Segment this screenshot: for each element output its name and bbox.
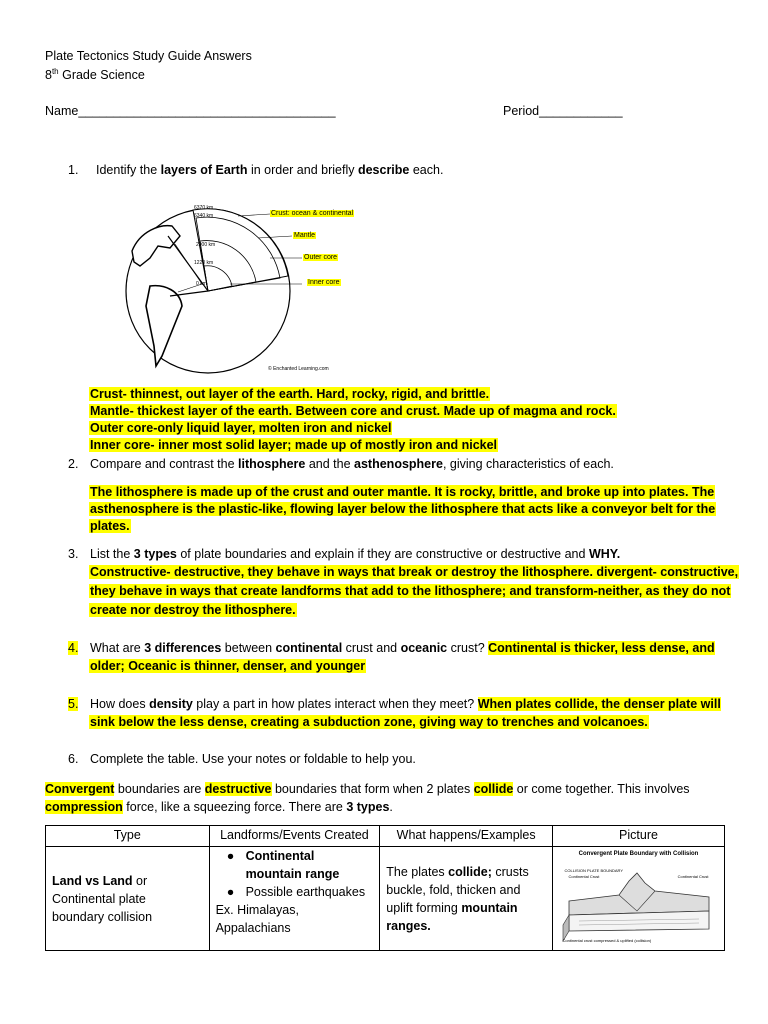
cell-what-happens: The plates collide; crusts buckle, fold, thicken and uplift forming mountain ranges. [380, 847, 553, 951]
q1-text: Identify the layers of Earth in order and briefly describe each. [96, 163, 444, 177]
answer-mantle: Mantle- thickest layer of the earth. Between core and crust. Made up of magma and rock. [90, 404, 616, 418]
diagram-credit: © Enchanted Learning.com [268, 366, 329, 372]
label-inner-core: Inner core [308, 279, 340, 286]
doc-title: Plate Tectonics Study Guide Answers [45, 49, 252, 63]
list-item: ● Possible earthquakes [216, 883, 374, 901]
bullet-icon: ● [226, 885, 235, 899]
q6-number: 6. [68, 752, 79, 766]
q3-answer-line3: create nor destroy the lithosphere. [90, 603, 296, 617]
label-crust: Crust: ocean & continental [271, 210, 354, 217]
q2-text: Compare and contrast the lithosphere and the asthenosphere, giving characteristics of each. [90, 457, 614, 471]
answer-outer-core: Outer core-only liquid layer, molten iron and nickel [90, 421, 392, 435]
name-field[interactable]: Name_____________________________________ [45, 104, 336, 118]
q2-answer-line2: asthenosphere is the plastic-like, flowing layer below the lithosphere that acts like a conveyor belt for the [90, 502, 716, 516]
table-header-row [46, 826, 725, 847]
mountain-collision-icon [559, 851, 719, 947]
q1-number: 1. [68, 163, 79, 177]
q2-answer-line3: plates. [90, 519, 130, 533]
q4-text: What are 3 differences between continental crust and oceanic crust? Continental is thicker, less dense, and [90, 641, 715, 655]
label-mantle: Mantle [294, 232, 316, 239]
earth-globe-icon [110, 196, 380, 376]
q2-answer-line1: The lithosphere is made up of the crust and outer mantle. It is rocky, brittle, and broke up into plates. The [90, 485, 715, 499]
q6-text: Complete the table. Use your notes or foldable to help you. [90, 752, 416, 766]
q2-number: 2. [68, 457, 79, 471]
answer-inner-core: Inner core- inner most solid layer; made up of mostly iron and nickel [90, 438, 498, 452]
q5-text: How does density play a part in how plates interact when they meet? When plates collide, the denser plate will [90, 697, 721, 711]
q4-number: 4. [68, 641, 79, 655]
table-row [46, 847, 725, 951]
q4-answer-line2: older; Oceanic is thinner, denser, and younger [90, 659, 366, 673]
header-picture: Picture [553, 826, 725, 847]
header-landforms: Landforms/Events Created [209, 826, 380, 847]
convergent-line1: Convergent boundaries are destructive boundaries that form when 2 plates collide or come together. This involves [45, 782, 690, 796]
q5-number: 5. [68, 697, 79, 711]
answer-crust: Crust- thinnest, out layer of the earth. Hard, rocky, rigid, and brittle. [90, 387, 490, 401]
convergent-types-table [45, 825, 725, 951]
bullet-icon: ● [226, 849, 235, 863]
grade-line: 8th Grade Science [45, 67, 145, 83]
q3-number: 3. [68, 547, 79, 561]
cell-landforms: ● Continental mountain range ● Possible earthquakes Ex. Himalayas, Appalachians [209, 847, 380, 951]
header-what-happens: What happens/Examples [380, 826, 553, 847]
q5-answer-line2: sink below the less dense, creating a subduction zone, giving way to trenches and volcanoes. [90, 715, 648, 729]
convergent-line2: compression force, like a squeezing force. There are 3 types. [45, 800, 393, 814]
list-item: ● Continental mountain range [216, 847, 374, 883]
header-type: Type [46, 826, 210, 847]
q3-answer-line2: they behave in ways that create landforms that add to the lithosphere; and transform-neither, as they do not [90, 584, 731, 598]
earth-layers-diagram: 6370 km 6340 km 2900 km 1220 km 0 km Crust: ocean & continental Mantle Outer core Inner core © Enchanted Learning.com [110, 196, 380, 376]
q3-text: List the 3 types of plate boundaries and explain if they are constructive or destructive and WHY. [90, 547, 621, 561]
collision-diagram: Convergent Plate Boundary with Collision COLLISION PLATE BOUNDARY Continental Crust Continental Crust Continental crust compressed & uplifted (collision) [559, 851, 719, 947]
period-field[interactable]: Period____________ [503, 104, 623, 118]
cell-picture [553, 847, 725, 951]
cell-type: Land vs Land or Continental plate boundary collision [46, 847, 210, 951]
label-outer-core: Outer core [304, 254, 338, 261]
q3-answer-line1: Constructive- destructive, they behave in ways that break or destroy the lithosphere. divergent- constructive, [90, 565, 739, 579]
